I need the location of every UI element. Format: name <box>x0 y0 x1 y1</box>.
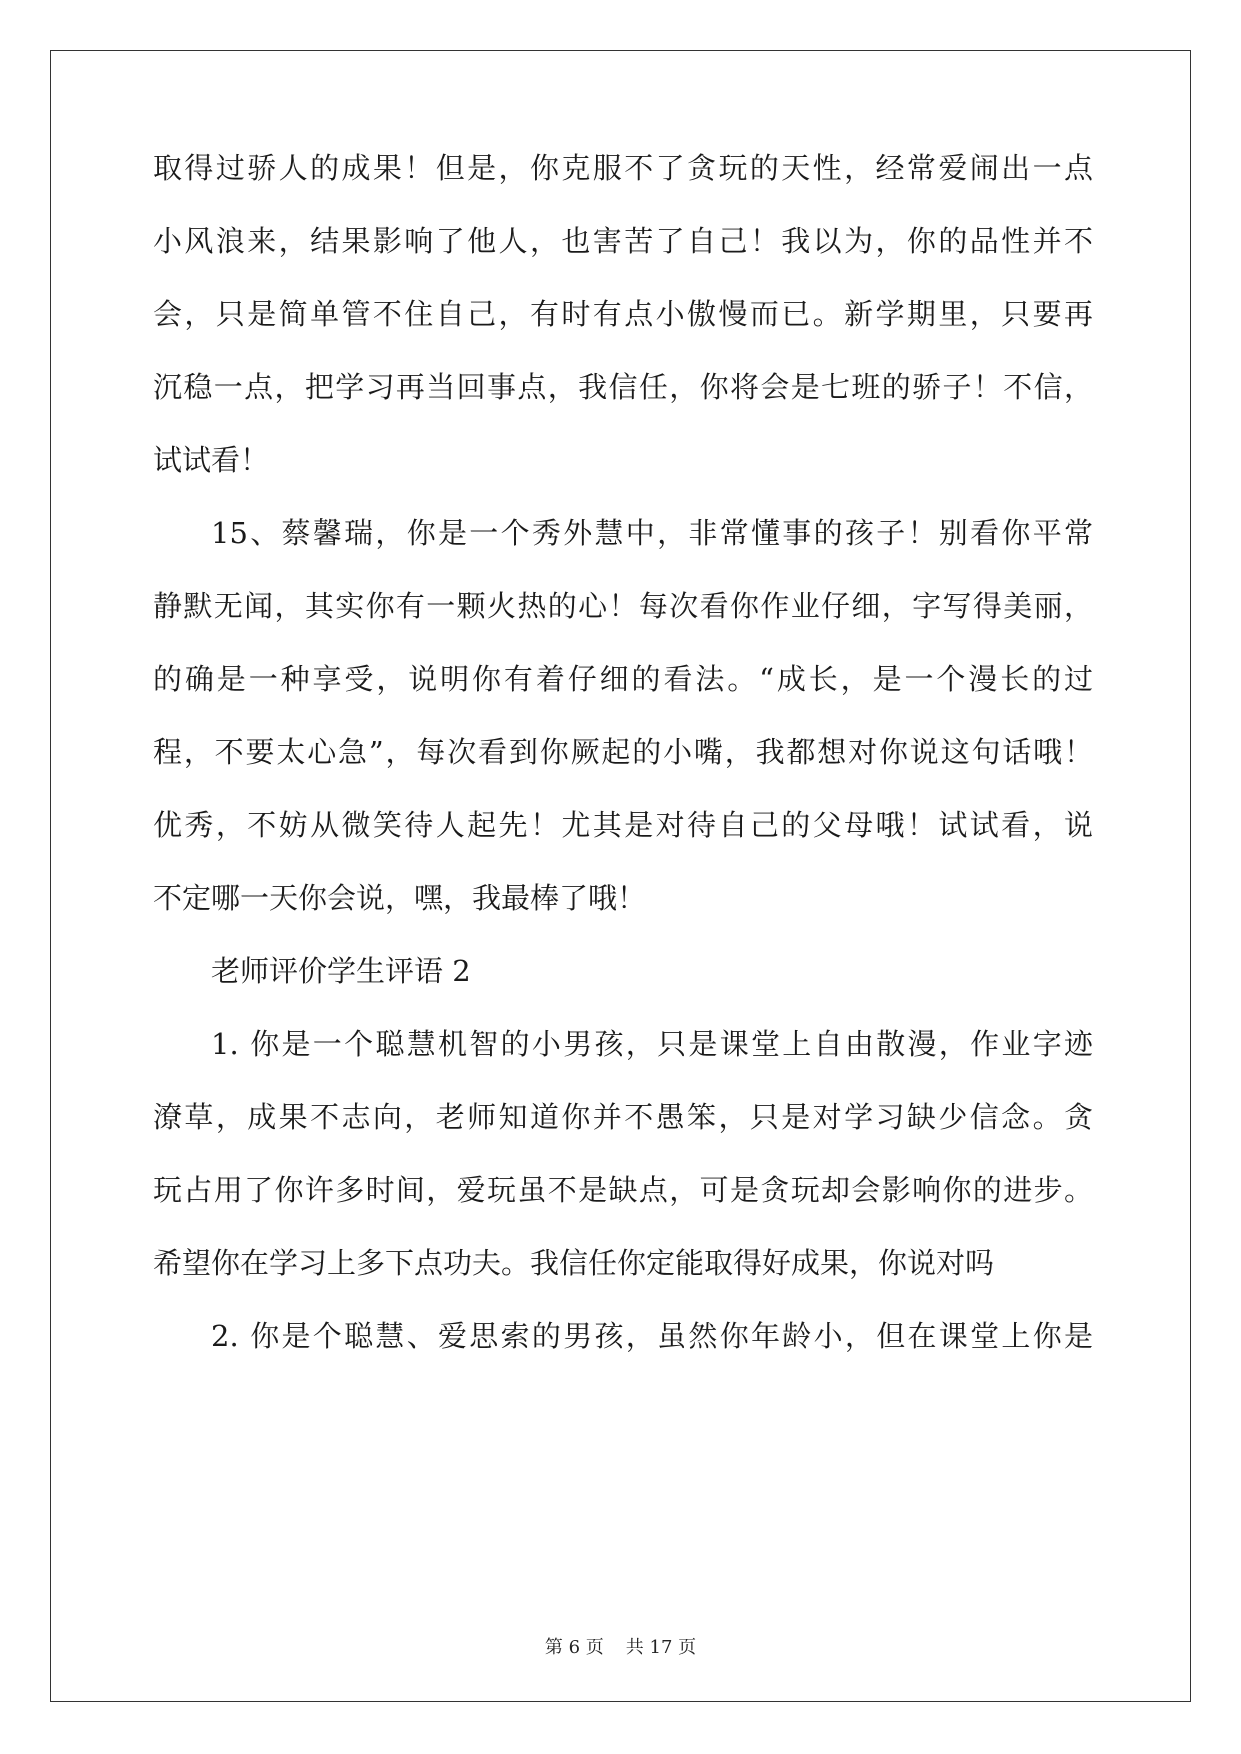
text-line: 小风浪来，结果影响了他人，也害苦了自己！我以为，你的品性并不 <box>153 224 1093 258</box>
page-number-current: 第 6 页 <box>544 1637 604 1658</box>
paragraph-start-line: 1. 你是一个聪慧机智的小男孩，只是课堂上自由散漫，作业字迹 <box>211 1027 1093 1061</box>
text-line: 沉稳一点，把学习再当回事点，我信任，你将会是七班的骄子！不信， <box>153 370 1093 404</box>
page-number-total: 共 17 页 <box>625 1637 697 1658</box>
text-line: 潦草，成果不志向，老师知道你并不愚笨，只是对学习缺少信念。贪 <box>153 1100 1093 1134</box>
paragraph-start-line: 2. 你是个聪慧、爱思索的男孩，虽然你年龄小，但在课堂上你是 <box>211 1319 1093 1353</box>
text-line: 的确是一种享受，说明你有着仔细的看法。“成长，是一个漫长的过 <box>153 662 1093 696</box>
text-line: 玩占用了你许多时间，爱玩虽不是缺点，可是贪玩却会影响你的进步。 <box>153 1173 1093 1207</box>
paragraph-start-line: 15、蔡馨瑞，你是一个秀外慧中，非常懂事的孩子！别看你平常 <box>211 516 1093 550</box>
text-line: 希望你在学习上多下点功夫。我信任你定能取得好成果，你说对吗 <box>153 1246 995 1280</box>
text-line: 程，不要太心急”，每次看到你厥起的小嘴，我都想对你说这句话哦！ <box>153 735 1093 769</box>
page-footer <box>0 1636 1241 1660</box>
text-line: 优秀，不妨从微笑待人起先！尤其是对待自己的父母哦！试试看，说 <box>153 808 1093 842</box>
text-line: 不定哪一天你会说，嘿，我最棒了哦！ <box>153 881 647 915</box>
text-line: 会，只是简单管不住自己，有时有点小傲慢而已。新学期里，只要再 <box>153 297 1093 331</box>
text-line: 取得过骄人的成果！但是，你克服不了贪玩的天性，经常爱闹出一点 <box>153 151 1093 185</box>
text-line: 试试看！ <box>153 443 270 477</box>
section-heading: 老师评价学生评语 2 <box>211 954 471 988</box>
text-line: 静默无闻，其实你有一颗火热的心！每次看你作业仔细，字写得美丽， <box>153 589 1093 623</box>
